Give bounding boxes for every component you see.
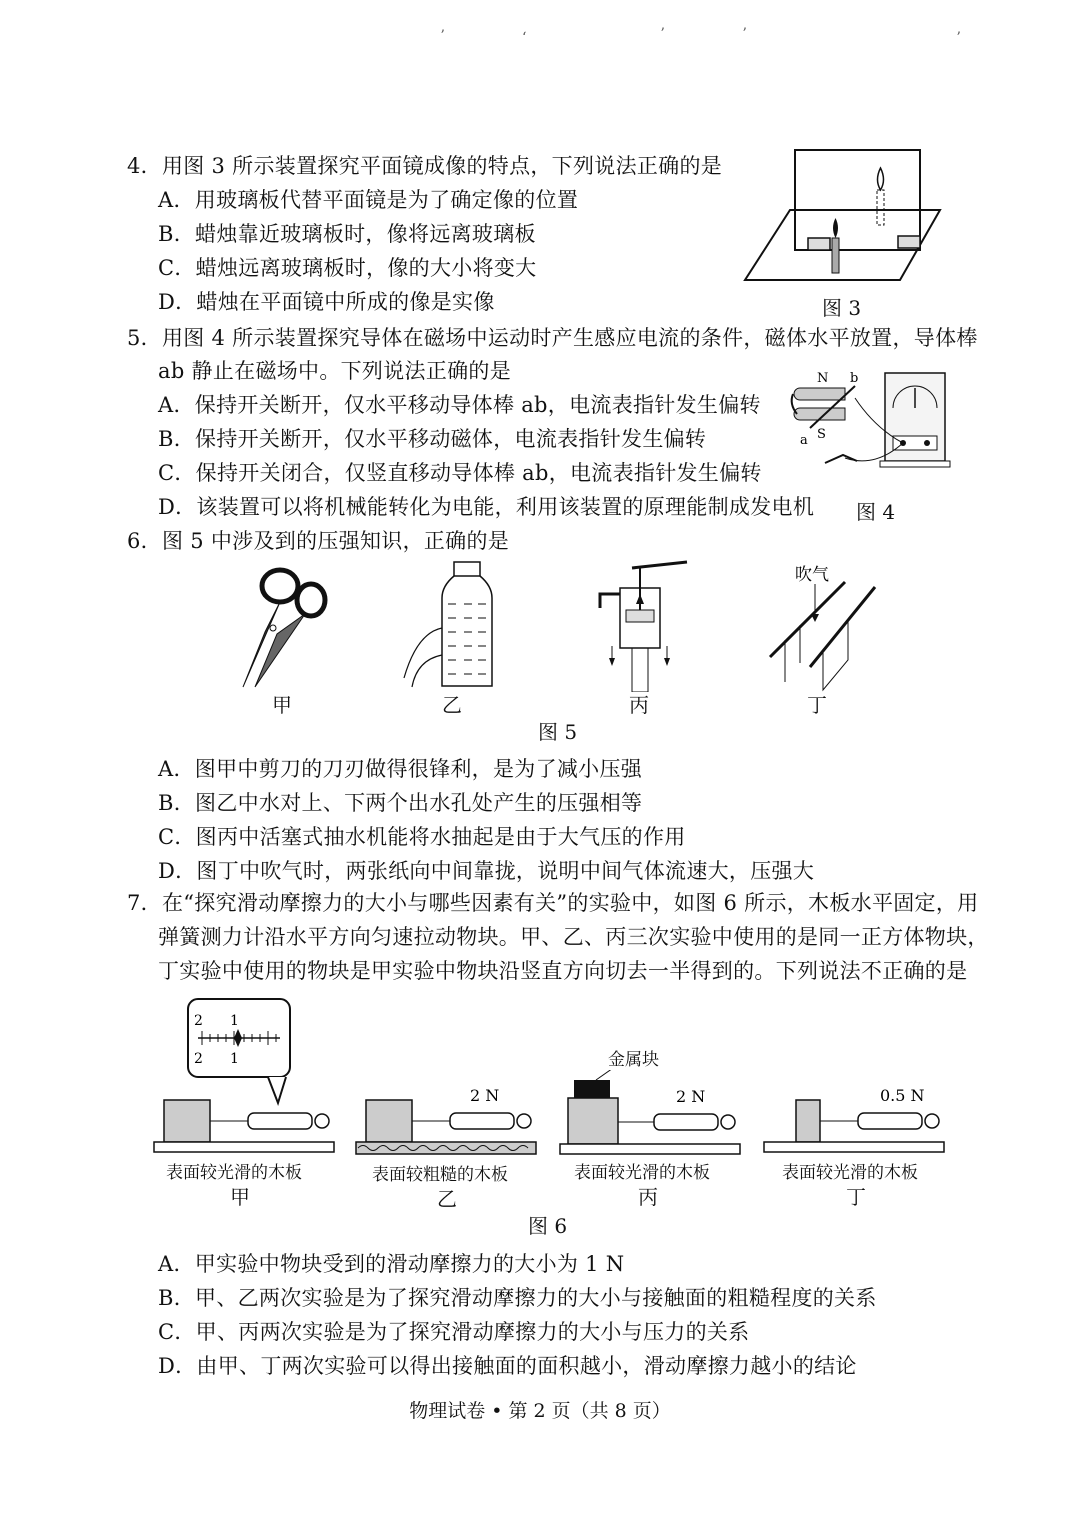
dial-number-top-left: 2 <box>194 1013 203 1029</box>
figure-6-caption: 图 6 <box>528 1214 568 1238</box>
surface-label-ding: 表面较光滑的木板 <box>782 1163 918 1183</box>
reading-bing: 2 N <box>676 1087 706 1106</box>
q7-option-d: D．由甲、丁两次实验可以得出接触面的面积越小，滑动摩擦力越小的结论 <box>158 1354 857 1378</box>
figure-5-panel-jia: 甲 <box>272 693 292 717</box>
dial-number-top-mid: 1 <box>230 1013 239 1029</box>
figure-4-induction-setup <box>785 368 960 478</box>
magnet-n-label: N <box>817 371 829 386</box>
figure-5-panel-bing: 丙 <box>629 693 649 717</box>
q4-option-a: A．用玻璃板代替平面镜是为了确定像的位置 <box>158 188 579 212</box>
q5-stem-line1: 5．用图 4 所示装置探究导体在磁场中运动时产生感应电流的条件，磁体水平放置，导体棒 <box>127 326 978 350</box>
figure-5-scissors <box>225 562 335 692</box>
exam-page: ʼ ʻ ʼ ʼ ʼ 4．用图 3 所示装置探究平面镜成像的特点，下列说法正确的是 A．用玻璃板代替平面镜是为了确定像的位置 B．蜡烛靠近玻璃板时，像将远离玻璃板 C．蜡烛远离玻璃板时，像的大小将变大 D．蜡烛在平面镜中所成的像是实像 图 3 5．用图 4 所示装置探究导体在磁场中运动时产生感应电流的条件，磁体水平放置，导体棒 ab 静止在磁场中。下列说法正确的是 A．保持开关断开，仅水平移动导体棒 ab，电流表指针发生偏转 B．保持开关断开，仅水平移动磁体，电流表指针发生偏转 C．保持开关闭合，仅竖直移动导体棒 ab，电流表指针发生偏转 D．该装置可以将机械能转化为电能，利用该装置的原理能制成发电机 N S b a 图 4 6．图 5 中涉及到的压强知识，正确的是 吹气 甲 乙 丙 丁 图 5 A．图甲中剪刀的刀刃做得很锋利，是为了减小压强 B．图乙中水对上、下两个出水孔处产生的压强相等 C．图丙中活塞式抽水机能将水抽起是由于大气压的作用 D．图丁中吹气时，两张纸向中间靠拢，说明中间气体流速大，压强大 7．在“探究滑动摩擦力的大小与哪些因素有关”的实验中，如图 6 所示，木板水平固定，用 弹簧测力计沿水平方向匀速拉动物块。甲、乙、丙三次实验中使用的是同一正方体物块， 丁实验中使用的物块是甲实验中物块沿竖直方向切去一半得到的。下列说法不正确的是 2 1 1 2 2 N 金属块 2 N 0.5 N 表面较光滑的木板 甲 表面较粗糙的木板 乙 表面较光滑的木板 丙 表面较光滑的木板 丁 图 6 A．甲实验中物块受到的滑动摩擦力的大小为 1 N B．甲、乙两次实验是为了探究滑动摩擦力的大小与接触面的粗糙程度的关系 C．甲、丙两次实验是为了探究滑动摩擦力的大小与压力的关系 D．由甲、丁两次实验可以得出接触面的面积越小，滑动摩擦力越小的结论 物理试卷 • 第 2 页（共 8 页） <box>0 0 1080 1526</box>
figure-4-caption: 图 4 <box>856 500 896 524</box>
q5-option-a: A．保持开关断开，仅水平移动导体棒 ab，电流表指针发生偏转 <box>158 393 761 417</box>
q7-stem-line3: 丁实验中使用的物块是甲实验中物块沿竖直方向切去一半得到的。下列说法不正确的是 <box>158 959 968 983</box>
figure-6-panel-jia <box>150 995 340 1145</box>
figure-5-pump <box>592 560 692 692</box>
q5-option-b: B．保持开关断开，仅水平移动磁体，电流表指针发生偏转 <box>158 427 707 451</box>
blow-label: 吹气 <box>795 565 829 585</box>
panel-name-yi: 乙 <box>437 1187 457 1211</box>
figure-5-caption: 图 5 <box>538 720 578 744</box>
metal-block-label: 金属块 <box>608 1050 659 1070</box>
panel-name-jia: 甲 <box>230 1185 250 1209</box>
q7-option-a: A．甲实验中物块受到的滑动摩擦力的大小为 1 N <box>158 1252 625 1276</box>
q6-option-c: C．图丙中活塞式抽水机能将水抽起是由于大气压的作用 <box>158 825 686 849</box>
figure-6-panel-ding <box>760 1085 950 1157</box>
surface-label-jia: 表面较光滑的木板 <box>166 1163 302 1183</box>
panel-name-ding: 丁 <box>846 1185 866 1209</box>
dial-number-bottom-left: 2 <box>194 1051 203 1067</box>
surface-label-yi: 表面较粗糙的木板 <box>372 1165 508 1185</box>
q6-option-a: A．图甲中剪刀的刀刃做得很锋利，是为了减小压强 <box>158 757 643 781</box>
q4-option-c: C．蜡烛远离玻璃板时，像的大小将变大 <box>158 256 537 280</box>
q4-option-b: B．蜡烛靠近玻璃板时，像将远离玻璃板 <box>158 222 536 246</box>
figure-6-board-jia <box>150 1140 340 1156</box>
q7-option-b: B．甲、乙两次实验是为了探究滑动摩擦力的大小与接触面的粗糙程度的关系 <box>158 1286 877 1310</box>
q7-stem-line1: 7．在“探究滑动摩擦力的大小与哪些因素有关”的实验中，如图 6 所示，木板水平固定，用 <box>127 891 979 915</box>
magnet-s-label: S <box>817 427 826 442</box>
q4-stem: 4．用图 3 所示装置探究平面镜成像的特点，下列说法正确的是 <box>127 154 723 178</box>
figure-5-blowing-paper <box>765 562 880 692</box>
page-footer: 物理试卷 • 第 2 页（共 8 页） <box>409 1400 671 1422</box>
q5-stem-line2: ab 静止在磁场中。下列说法正确的是 <box>158 359 512 383</box>
q5-option-c: C．保持开关闭合，仅竖直移动导体棒 ab，电流表指针发生偏转 <box>158 461 762 485</box>
q6-stem: 6．图 5 中涉及到的压强知识，正确的是 <box>127 529 510 553</box>
q7-option-c: C．甲、丙两次实验是为了探究滑动摩擦力的大小与压力的关系 <box>158 1320 750 1344</box>
q7-stem-line2: 弹簧测力计沿水平方向匀速拉动物块。甲、乙、丙三次实验中使用的是同一正方体物块， <box>158 925 989 949</box>
surface-label-bing: 表面较光滑的木板 <box>574 1163 710 1183</box>
figure-5-panel-yi: 乙 <box>442 693 462 717</box>
rod-b-label: b <box>850 371 859 386</box>
q6-option-d: D．图丁中吹气时，两张纸向中间靠拢，说明中间气体流速大，压强大 <box>158 859 815 883</box>
dial-number-bottom-mid: 1 <box>230 1051 239 1067</box>
figure-6-panel-yi <box>352 1085 542 1157</box>
panel-name-bing: 丙 <box>638 1185 658 1209</box>
q4-option-d: D．蜡烛在平面镜中所成的像是实像 <box>158 290 495 314</box>
reading-ding: 0.5 N <box>880 1086 925 1105</box>
q6-option-b: B．图乙中水对上、下两个出水孔处产生的压强相等 <box>158 791 643 815</box>
q5-option-d: D．该装置可以将机械能转化为电能，利用该装置的原理能制成发电机 <box>158 495 815 519</box>
figure-5-panel-ding: 丁 <box>807 693 827 717</box>
rod-a-label: a <box>800 433 808 448</box>
figure-6-panel-bing <box>556 1070 746 1158</box>
reading-yi: 2 N <box>470 1086 500 1105</box>
figure-3-caption: 图 3 <box>822 296 862 320</box>
figure-5-water-bottle <box>392 560 512 692</box>
figure-3-mirror-setup <box>740 140 960 300</box>
